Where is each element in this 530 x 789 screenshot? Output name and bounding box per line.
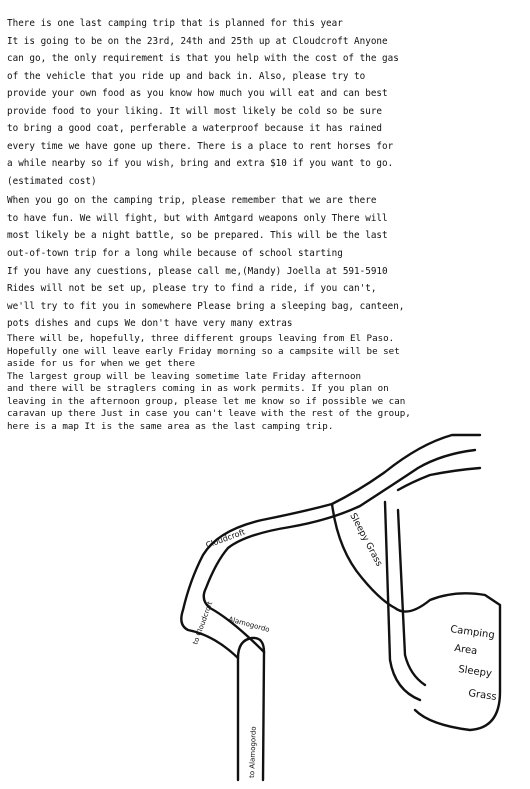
text-line: to have fun. We will fight, but with Amtgard weapons only There will (7, 212, 388, 224)
text-line: There is one last camping trip that is planned for this year (7, 18, 343, 29)
text-line: There will be, hopefully, three different groups leaving from El Paso. (7, 333, 395, 344)
map-label-to-cloudcroft: to Cloudcroft (191, 600, 215, 646)
letter-paragraph-2 (7, 192, 388, 262)
text-line: we'll try to fit you in somewhere Please bring a sleeping bag, canteen, (7, 300, 405, 312)
text-line: If you have any cuestions, please call me,(Mandy) Joella at 591-5910 (7, 266, 388, 277)
letter-paragraph-5 (7, 333, 411, 433)
sleepy-grass-road-edge (398, 510, 425, 685)
map-label-camping-area: Grass (467, 688, 498, 703)
text-line: When you go on the camping trip, please remember that we are there (7, 195, 377, 206)
map-label-camping-area: Sleepy (457, 664, 493, 680)
map-label-cloudcroft: Cloudcroft (204, 527, 247, 550)
map-label-camping-area: Area (453, 643, 478, 658)
text-line: a while nearby so if you wish, bring and extra $10 if you want to go. (7, 158, 394, 169)
text-line: provide food to your liking. It will most likely be cold so be sure (7, 105, 383, 117)
sleepy-grass-road-edge (398, 468, 480, 490)
text-line: can go, the only requirement is that you help with the cost of the gas (7, 53, 399, 64)
text-line: of the vehicle that you ride up and back in. Also, please try to (7, 70, 366, 82)
text-line: pots dishes and cups We don't have very many extras (7, 318, 293, 329)
text-line: provide your own food as you know how much you will eat and can best (7, 88, 388, 99)
map-label-to-alamogordo: to Alamogordo (248, 726, 258, 779)
hand-drawn-map (0, 430, 530, 789)
map-label-camping-area: Camping (449, 624, 496, 642)
letter-paragraph-4 (7, 280, 404, 333)
text-line: to bring a good coat, perferable a waterproof because it has rained (7, 123, 383, 134)
letter-paragraph-1 (7, 15, 399, 190)
text-line: caravan up there Just in case you can't leave with the rest of the group, (7, 408, 411, 419)
text-line: The largest group will be leaving sometime late Friday afternoon (7, 370, 362, 382)
road-outer-edge (181, 435, 480, 658)
text-line: Rides will not be set up, please try to find a ride, if you can't, (7, 283, 377, 294)
text-line: aside for us for when we get there (7, 358, 196, 369)
text-line: most likely be a night battle, so be prepared. This will be the last (7, 230, 388, 241)
text-line: every time we have gone up there. There is a place to rent horses for (7, 140, 394, 152)
text-line: leaving in the afternoon group, please let me know so if possible we can (7, 395, 406, 407)
text-line: here is a map It is the same area as the last camping trip. (7, 420, 334, 432)
text-line: It is going to be on the 23rd, 24th and 25th up at Cloudcroft Anyone (7, 35, 388, 47)
map-label-sleepy-grass-road: Sleepy Grass (347, 511, 384, 569)
text-line: (estimated cost) (7, 175, 97, 187)
letter-paragraph-3 (7, 263, 388, 281)
text-line: and there will be straglers coming in as work permits. If you plan on (7, 383, 389, 394)
map-label-alamogordo: Alamogordo (227, 615, 271, 634)
text-line: out-of-town trip for a long while because of school starting (7, 247, 343, 259)
text-line: Hopefully one will leave early Friday morning so a campsite will be set (7, 345, 400, 357)
